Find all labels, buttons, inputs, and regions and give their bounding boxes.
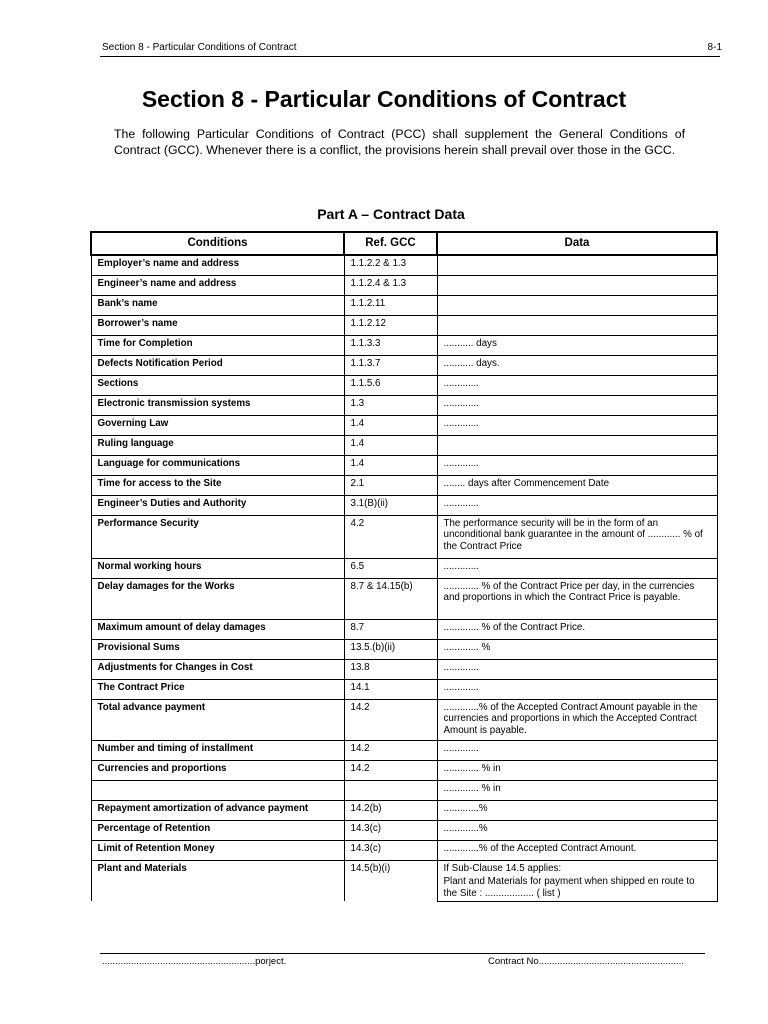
table-row (91, 416, 717, 436)
table-row (91, 741, 717, 761)
table-row (91, 620, 717, 640)
cell-condition: Percentage of Retention (91, 821, 344, 841)
cell-condition: Currencies and proportions (91, 761, 344, 781)
cell-data: ........ days after Commencement Date (437, 476, 717, 496)
table-row (91, 660, 717, 680)
page-number: 8-1 (707, 42, 722, 53)
column-header-conditions: Conditions (91, 232, 344, 255)
table-row (91, 579, 717, 620)
cell-ref: 1.3 (344, 396, 437, 416)
cell-condition: Repayment amortization of advance payment (91, 801, 344, 821)
cell-data-line-2: Plant and Materials for payment when shipped en route to the Site : .................. ( list ) (443, 876, 695, 899)
cell-data: ............. (437, 741, 717, 761)
cell-ref: 14.5(b)(i) (344, 861, 437, 902)
cell-condition: Engineer’s Duties and Authority (91, 496, 344, 516)
cell-ref: 1.1.5.6 (344, 376, 437, 396)
cell-data: ............. (437, 416, 717, 436)
cell-ref: 14.3(c) (344, 821, 437, 841)
cell-data: .............% (437, 821, 717, 841)
table-row (91, 761, 717, 781)
cell-data (437, 255, 717, 276)
cell-condition: Sections (91, 376, 344, 396)
cell-ref: 14.3(c) (344, 841, 437, 861)
cell-condition: Performance Security (91, 516, 344, 559)
cell-data (437, 276, 717, 296)
footer-project: ..........................................................porject. (102, 956, 287, 967)
footer-rule (100, 953, 705, 954)
cell-ref: 13.5.(b)(ii) (344, 640, 437, 660)
table-row (91, 356, 717, 376)
cell-condition: Total advance payment (91, 700, 344, 741)
table-row (91, 680, 717, 700)
cell-ref (344, 781, 437, 801)
table-row (91, 456, 717, 476)
table-row (91, 496, 717, 516)
cell-data: ............. (437, 376, 717, 396)
cell-ref: 14.2(b) (344, 801, 437, 821)
cell-condition: Time for Completion (91, 336, 344, 356)
cell-data-line-1: If Sub-Clause 14.5 applies: (443, 863, 562, 874)
cell-ref: 1.1.2.2 & 1.3 (344, 255, 437, 276)
table-row (91, 336, 717, 356)
cell-data: ............. % in (437, 761, 717, 781)
cell-ref: 14.2 (344, 761, 437, 781)
cell-data: ............. % (437, 640, 717, 660)
cell-data: ........... days. (437, 356, 717, 376)
cell-ref: 1.1.2.12 (344, 316, 437, 336)
table-row (91, 861, 717, 902)
cell-data (437, 436, 717, 456)
cell-condition: Borrower’s name (91, 316, 344, 336)
table-row (91, 436, 717, 456)
contract-data-table (90, 231, 718, 902)
cell-data (437, 316, 717, 336)
table-header-row (91, 232, 717, 255)
cell-ref: 1.4 (344, 416, 437, 436)
cell-data: ............. % of the Contract Price per day, in the currencies and proportions in which the Contract Price is payable. (437, 579, 717, 620)
cell-condition: Number and timing of installment (91, 741, 344, 761)
cell-ref: 14.1 (344, 680, 437, 700)
table-row (91, 841, 717, 861)
cell-ref: 4.2 (344, 516, 437, 559)
table-row (91, 516, 717, 559)
table-row (91, 640, 717, 660)
cell-condition: Plant and Materials (91, 861, 344, 902)
cell-condition: Delay damages for the Works (91, 579, 344, 620)
column-header-data: Data (437, 232, 717, 255)
cell-condition: Engineer’s name and address (91, 276, 344, 296)
table-row (91, 559, 717, 579)
table-row (91, 700, 717, 741)
table-row (91, 316, 717, 336)
cell-data (437, 296, 717, 316)
cell-data: ............. (437, 680, 717, 700)
cell-ref: 8.7 & 14.15(b) (344, 579, 437, 620)
table-row (91, 476, 717, 496)
cell-data: .............% (437, 801, 717, 821)
cell-condition: Provisional Sums (91, 640, 344, 660)
table-row (91, 255, 717, 276)
table-row (91, 376, 717, 396)
cell-ref: 8.7 (344, 620, 437, 640)
table-row (91, 801, 717, 821)
cell-condition: Normal working hours (91, 559, 344, 579)
column-header-ref-gcc: Ref. GCC (344, 232, 437, 255)
part-title: Part A – Contract Data (317, 206, 465, 222)
cell-condition: Time for access to the Site (91, 476, 344, 496)
cell-data: ............. (437, 456, 717, 476)
header-rule (100, 56, 720, 57)
cell-condition: Ruling language (91, 436, 344, 456)
cell-ref: 13.8 (344, 660, 437, 680)
intro-paragraph: The following Particular Conditions of Contract (PCC) shall supplement the General Conditions of Contract (GCC). Whenever there is a conflict, the provisions herein shall prevail over those in the GCC. (114, 127, 685, 157)
running-header-title: Section 8 - Particular Conditions of Contract (102, 42, 297, 53)
table-row (91, 396, 717, 416)
cell-ref: 1.1.2.4 & 1.3 (344, 276, 437, 296)
cell-ref: 14.2 (344, 700, 437, 741)
cell-condition: Adjustments for Changes in Cost (91, 660, 344, 680)
cell-data: ............. (437, 660, 717, 680)
cell-condition: Governing Law (91, 416, 344, 436)
cell-condition: Maximum amount of delay damages (91, 620, 344, 640)
cell-ref: 1.1.3.7 (344, 356, 437, 376)
cell-condition: Language for communications (91, 456, 344, 476)
section-title: Section 8 - Particular Conditions of Contract (141, 86, 627, 112)
cell-condition: Defects Notification Period (91, 356, 344, 376)
cell-data: .............% of the Accepted Contract Amount. (437, 841, 717, 861)
cell-ref: 1.4 (344, 436, 437, 456)
cell-ref: 1.1.3.3 (344, 336, 437, 356)
cell-condition: The Contract Price (91, 680, 344, 700)
cell-ref: 14.2 (344, 741, 437, 761)
cell-ref: 3.1(B)(ii) (344, 496, 437, 516)
table-row (91, 781, 717, 801)
cell-condition: Limit of Retention Money (91, 841, 344, 861)
cell-condition: Bank’s name (91, 296, 344, 316)
cell-data (437, 861, 717, 902)
cell-ref: 6.5 (344, 559, 437, 579)
cell-data: The performance security will be in the form of an unconditional bank guarantee in the amount of ............ % of the Contract Price (437, 516, 717, 559)
cell-ref: 1.4 (344, 456, 437, 476)
cell-data: ............. % in (437, 781, 717, 801)
cell-data: ............. (437, 496, 717, 516)
table-row (91, 821, 717, 841)
cell-condition (91, 781, 344, 801)
cell-condition: Employer’s name and address (91, 255, 344, 276)
cell-ref: 2.1 (344, 476, 437, 496)
cell-data: .............% of the Accepted Contract Amount payable in the currencies and proportions in which the Accepted Contract Amount is payable. (437, 700, 717, 741)
cell-data: ............. % of the Contract Price. (437, 620, 717, 640)
cell-data: ............. (437, 559, 717, 579)
footer-contract-no: Contract No....................................................... (488, 956, 684, 967)
table-row (91, 296, 717, 316)
cell-ref: 1.1.2.11 (344, 296, 437, 316)
cell-data: ........... days (437, 336, 717, 356)
cell-data: ............. (437, 396, 717, 416)
table-row (91, 276, 717, 296)
cell-condition: Electronic transmission systems (91, 396, 344, 416)
